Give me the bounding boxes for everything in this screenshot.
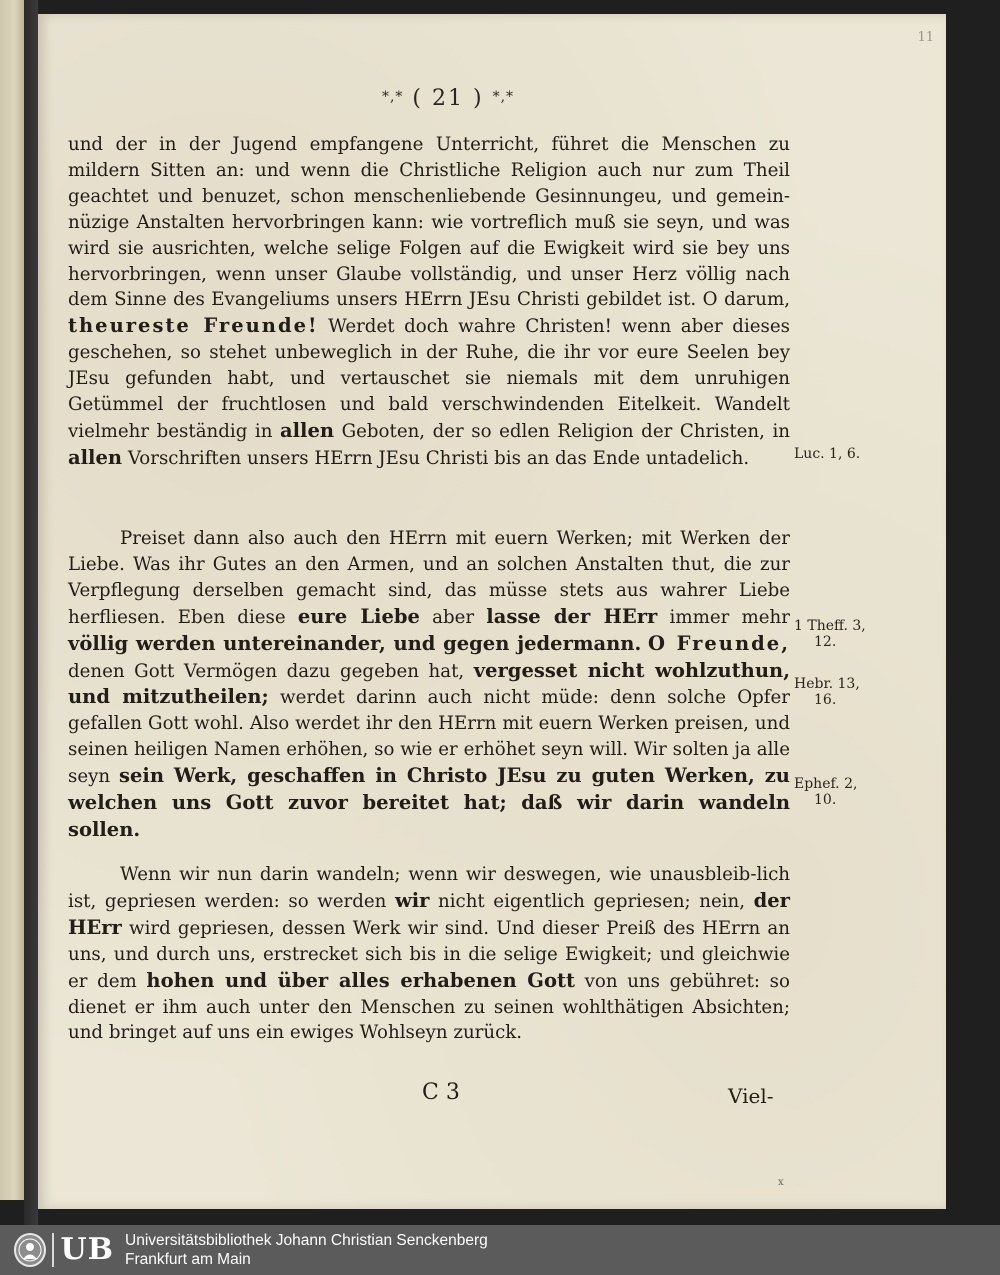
text-run: nicht eigentlich gepriesen; nein,	[438, 890, 746, 912]
emphasis-text: theureste Freunde!	[68, 314, 319, 338]
margin-note-verse: 16.	[814, 692, 837, 708]
emphasis-text: lasse der HErr	[486, 604, 658, 628]
emphasis-text: vergesset nicht wohlzuthun, und mitzutheilen;	[68, 658, 790, 709]
emphasis-text: O Freunde,	[647, 631, 790, 655]
emphasis-text: allen	[280, 418, 335, 442]
emphasis-text: der HErr	[68, 888, 790, 939]
emphasis-text: allen	[68, 445, 123, 469]
margin-note-verse: 12.	[814, 634, 837, 650]
paragraph-2	[68, 526, 790, 844]
text-run: von uns gebühret: so dienet er ihm auch unter den Menschen zu seinen wohlthätigen Absichten; und bringet auf uns ein ewiges Wohlseyn zurück.	[68, 970, 790, 1044]
text-run: Vorschriften unsers HErrn JEsu Christi bis an das Ende untadelich.	[127, 447, 750, 469]
margin-note-luke	[794, 446, 886, 462]
book-gutter	[24, 0, 38, 1225]
margin-note-thessalonians	[794, 618, 886, 650]
paragraph-3	[68, 862, 790, 1046]
page-number: ( 21 )	[412, 86, 484, 111]
margin-note-verse: 10.	[814, 792, 837, 808]
margin-note-hebrews	[794, 676, 886, 708]
emphasis-text: sein Werk, geschaffen in Christo JEsu zu guten Werken, zu welchen uns Gott zuvor bereitet hat; daß wir darin wandeln sollen.	[68, 764, 790, 841]
emphasis-text: völlig werden untereinander, und gegen jedermann.	[68, 631, 642, 655]
margin-note-ref: Luc. 1, 6.	[794, 446, 861, 462]
emphasis-text: eure Liebe	[297, 604, 420, 628]
library-footer-bar	[0, 1225, 1000, 1275]
previous-page-edge	[0, 0, 24, 1200]
header-ornament-right: *,*	[492, 89, 515, 105]
margin-note-ref: Ephef. 2,	[794, 776, 858, 792]
catchword: Viel-	[728, 1084, 774, 1108]
text-run: Preiset dann also auch den HErrn mit euern Werken; mit Werken der Liebe. Was ihr Gutes an den Armen, und an solchen Anstalten thut, die zur Verpflegung derselben gemacht sind, das müsse stets aus wahrer Liebe herfliesen. Eben diese	[68, 528, 790, 628]
text-run: Geboten, der so edlen Religion der Christen, in	[341, 420, 790, 442]
margin-note-ref: 1 Theff. 3,	[794, 618, 866, 634]
corner-pencil-mark: 11	[917, 30, 934, 45]
margin-note-ephesians	[794, 776, 886, 808]
text-run: werdet darinn auch nicht müde: denn solche Opfer gefallen Gott wohl. Also werdet ihr den HErrn mit euern Werken preisen, und seinen heiligen Namen erhöhen, so wie er erhöhet seyn will. Wir solten ja alle seyn	[68, 687, 790, 788]
text-run: immer mehr	[669, 606, 790, 628]
emphasis-text: hohen und über alles erhabenen Gott	[146, 968, 575, 992]
emphasis-text: wir	[394, 888, 430, 912]
signature-mark: C 3	[422, 1080, 460, 1105]
book-page	[38, 14, 946, 1209]
paper-speck: x	[778, 1177, 784, 1188]
text-run: denen Gott Vermögen dazu gegeben hat,	[68, 660, 465, 682]
paragraph-1	[68, 132, 790, 472]
margin-note-ref: Hebr. 13,	[794, 676, 860, 692]
library-name-line2: Frankfurt am Main	[125, 1251, 251, 1268]
library-logo-text: UB	[52, 1233, 114, 1267]
page-header	[328, 86, 568, 111]
text-run: Werdet doch wahre Christen! wenn aber dieses geschehen, so stehet unbeweglich in der Ruhe, die ihr vor eure Seelen bey JEsu gefunden habt, und vertauschet sie niemals mit dem unruhigen Getümmel der fruchtlosen und bald verschwindenden Eitelkeit. Wandelt vielmehr beständig in	[68, 316, 790, 442]
library-logo[interactable]	[14, 1231, 114, 1269]
text-run: aber	[432, 606, 475, 628]
text-run: wird gepriesen, dessen Werk wir sind. Und dieser Preiß des HErrn an uns, und durch uns, erstrecket sich bis in die selige Ewigkeit; und gleichwie er dem	[68, 917, 790, 992]
library-name	[125, 1231, 488, 1269]
text-run: und der in der Jugend empfangene Unterricht, führet die Menschen zu mildern Sitten an: und wenn die Christliche Religion auch nur zum Theil geachtet und benuzet, schon menschenliebende Gesinnungeu, und gemein-nüzige Anstalten hervorbringen kann: wie vortreflich muß sie seyn, und was wird sie ausrichten, welche selige Folgen auf die Ewigkeit wird sie bey uns hervorbringen, wenn unser Glaube vollständig, und unser Herz völlig nach dem Sinne des Evangeliums unsers HErrn JEsu Christi gebildet ist. O darum,	[68, 134, 790, 311]
library-name-line1: Universitätsbibliothek Johann Christian Senckenberg	[125, 1232, 488, 1249]
text-run: Wenn wir nun darin wandeln; wenn wir deswegen, wie unausbleib-lich ist, gepriesen werden: so werden	[68, 864, 790, 912]
header-ornament-left: *,*	[381, 89, 404, 105]
library-seal-icon	[14, 1233, 46, 1267]
